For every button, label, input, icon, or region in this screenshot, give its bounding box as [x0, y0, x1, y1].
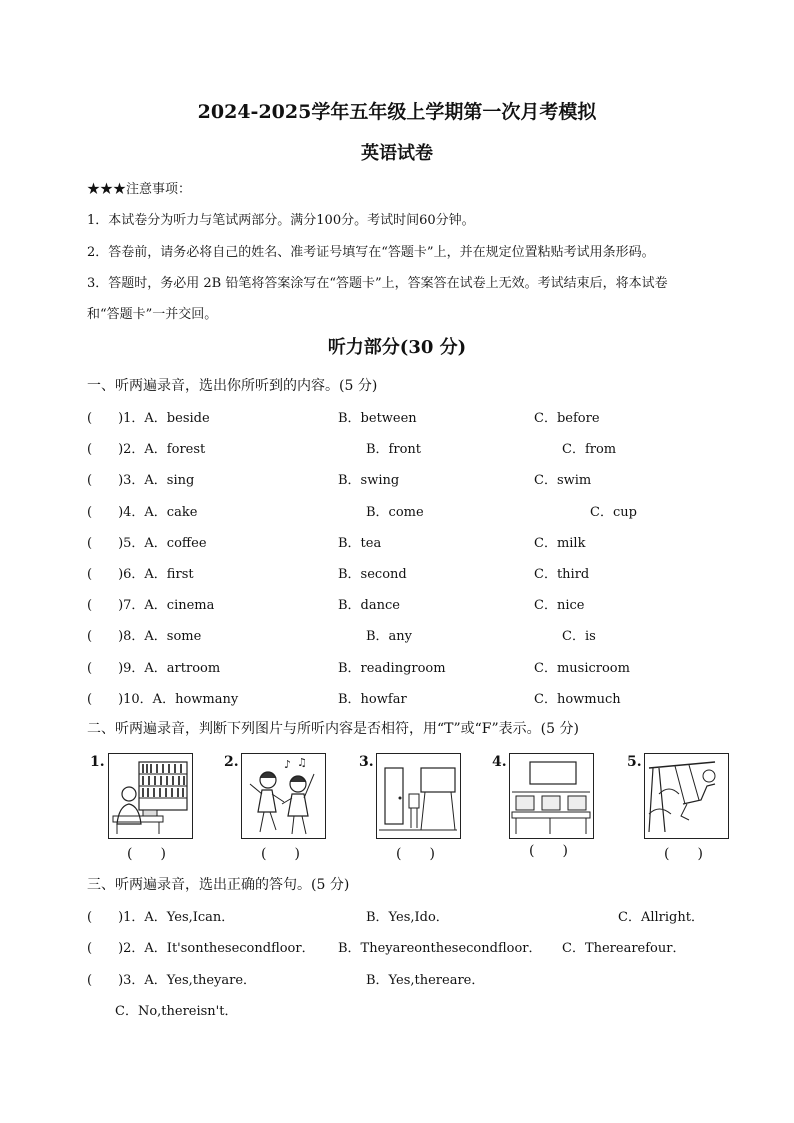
s1-q3: ( )3．A．sing	[87, 473, 195, 488]
notice-item-2: 2．答卷前，请务必将自己的姓名、准考证号填写在“答题卡”上，并在规定位置粘贴考试用条形码。	[87, 245, 655, 260]
picture-3-answer[interactable]: ( )	[396, 846, 435, 862]
s1-q4-c: C．cup	[590, 505, 637, 520]
s1-q2-b: B．front	[366, 442, 422, 457]
listening-title: 听力部分(30 分)	[327, 337, 467, 358]
s1-q8-c: C．is	[562, 629, 596, 644]
page-subtitle: 英语试卷	[361, 143, 433, 164]
s1-q7: ( )7．A．cinema	[87, 598, 215, 613]
notice-item-3: 3．答题时，务必用 2B 铅笔将答案涂写在“答题卡”上，答案答在试卷上无效。考试结束后，将本试卷	[87, 276, 668, 291]
s1-q8-b: B．any	[366, 629, 413, 644]
picture-5-answer[interactable]: ( )	[664, 846, 703, 862]
picture-3-number: 3.	[359, 754, 374, 770]
s3-q2-b: B．Theyareonthesecondfloor．	[338, 941, 542, 956]
s1-q4-b: B．come	[366, 505, 424, 520]
notice-item-4: 和“答题卡”一并交回。	[87, 307, 218, 322]
s1-q2-c: C．from	[562, 442, 617, 457]
section2-heading: 二、听两遍录音，判断下列图片与所听内容是否相符，用“T”或“F”表示。(5 分)	[87, 721, 579, 737]
s1-q8: ( )8．A．some	[87, 629, 202, 644]
s1-q5: ( )5．A．coffee	[87, 536, 207, 551]
s1-q5-b: B．tea	[338, 536, 382, 551]
picture-4-number: 4.	[492, 754, 507, 770]
s1-q10: ( )10．A．howmany	[87, 692, 239, 707]
s3-q3-b: B．Yes,thereare．	[366, 973, 485, 988]
s3-q3: ( )3．A．Yes,theyare．	[87, 973, 257, 988]
picture-1-number: 1.	[90, 754, 105, 770]
picture-4-computer-room-icon	[509, 753, 594, 839]
picture-3-classroom-icon	[376, 753, 461, 839]
picture-4-answer[interactable]: ( )	[529, 843, 568, 859]
picture-1-answer[interactable]: ( )	[127, 846, 166, 862]
s3-q1-c: C．Allright．	[618, 910, 704, 925]
s1-q4: ( )4．A．cake	[87, 505, 198, 520]
notice-heading: ★★★注意事项：	[87, 182, 192, 197]
picture-5-swing-icon	[644, 753, 729, 839]
picture-5-number: 5.	[627, 754, 642, 770]
s1-q10-b: B．howfar	[338, 692, 407, 707]
s1-q1: ( )1．A．beside	[87, 411, 210, 426]
s3-q2: ( )2．A．It'sonthesecondfloor．	[87, 941, 315, 956]
s1-q7-c: C．nice	[534, 598, 585, 613]
s1-q10-c: C．howmuch	[534, 692, 621, 707]
s1-q1-b: B．between	[338, 411, 417, 426]
s1-q6: ( )6．A．first	[87, 567, 194, 582]
s1-q3-c: C．swim	[534, 473, 592, 488]
s3-q1-b: B．Yes,Ido．	[366, 910, 449, 925]
picture-1-library-reading-icon	[108, 753, 193, 839]
s1-q9: ( )9．A．artroom	[87, 661, 221, 676]
section1-heading: 一、听两遍录音，选出你所听到的内容。(5 分)	[87, 378, 378, 394]
s1-q5-c: C．milk	[534, 536, 586, 551]
picture-2-answer[interactable]: ( )	[261, 846, 300, 862]
s3-q3-c: C．No,thereisn't．	[115, 1004, 238, 1019]
s1-q6-c: C．third	[534, 567, 590, 582]
picture-2-dancing-girls-icon	[241, 753, 326, 839]
svg-text:♫: ♫	[297, 756, 307, 769]
page-title: 2024-2025学年五年级上学期第一次月考模拟	[197, 101, 597, 123]
s3-q2-c: C．Therearefour．	[562, 941, 686, 956]
s1-q1-c: C．before	[534, 411, 600, 426]
picture-2-number: 2.	[224, 754, 239, 770]
s1-q6-b: B．second	[338, 567, 407, 582]
s1-q2: ( )2．A．forest	[87, 442, 206, 457]
svg-text:♪: ♪	[284, 758, 292, 771]
s1-q3-b: B．swing	[338, 473, 400, 488]
s3-q1: ( )1．A．Yes,Ican．	[87, 910, 235, 925]
s1-q9-c: C．musicroom	[534, 661, 630, 676]
s1-q9-b: B．readingroom	[338, 661, 446, 676]
notice-item-1: 1．本试卷分为听力与笔试两部分。满分100分。考试时间60分钟。	[87, 213, 475, 228]
s1-q7-b: B．dance	[338, 598, 400, 613]
section3-heading: 三、听两遍录音，选出正确的答句。(5 分)	[87, 877, 350, 893]
